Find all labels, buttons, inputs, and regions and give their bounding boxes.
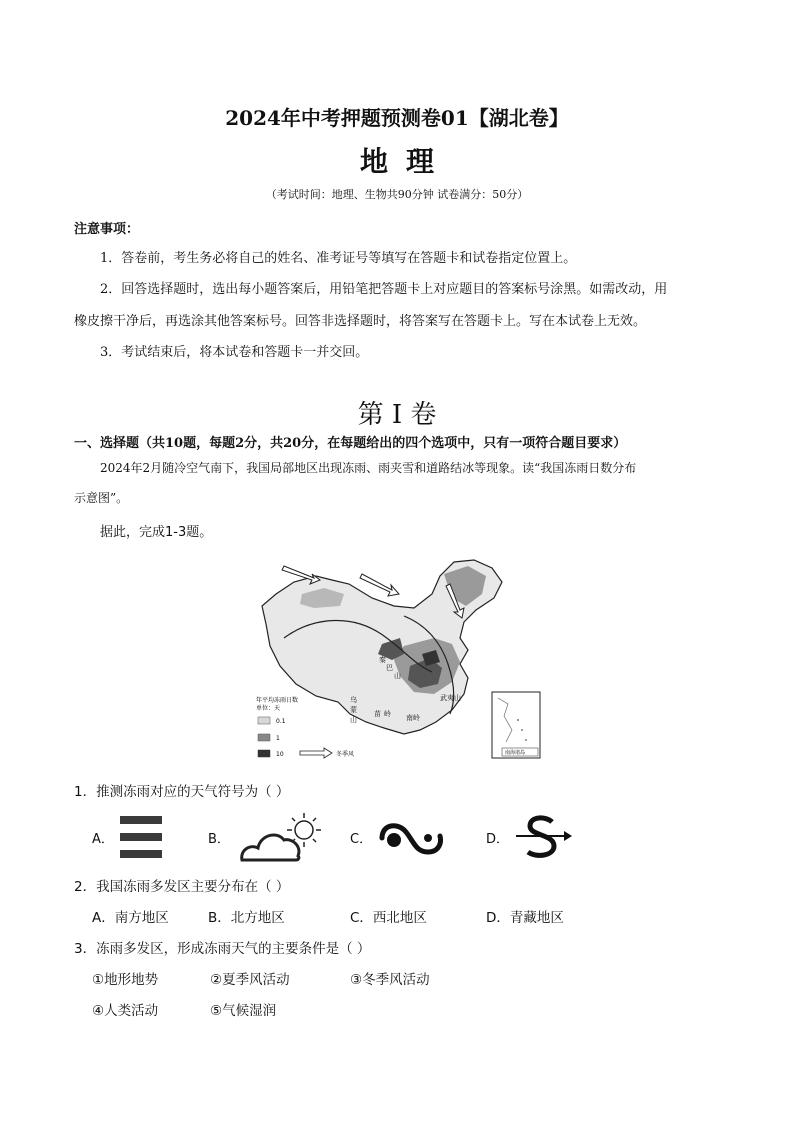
passage-line-1: 2024年2月随冷空气南下，我国局部地区出现冻雨、雨夹雪和道路结冰等现象。读“我国冻雨日数分布 (100, 461, 637, 475)
map-label: 秦 (379, 656, 386, 664)
q3-option-1[interactable]: ①地形地势 (92, 972, 159, 988)
section-heading: 一、选择题（共10题，每题2分，共20分，在每题给出的四个选项中，只有一项符合题目要求） (74, 436, 627, 451)
exam-title: 2024年中考押题预测卷01【湖北卷】 (225, 106, 569, 130)
legend-unit: 单位：天 (256, 705, 281, 712)
legend-wind-label: 冬季风 (336, 751, 355, 758)
q1-option-c-label[interactable]: C． (350, 832, 373, 847)
notice-item-3: 3．考试结束后，将本试卷和答题卡一并交回。 (100, 345, 369, 360)
notice-item-1: 1．答卷前，考生务必将自己的姓名、准考证号等填写在答题卡和试卷指定位置上。 (100, 251, 577, 266)
map-label: 南岭 (406, 714, 420, 722)
sleet-symbol-icon (376, 818, 446, 858)
question-3-stem: 3．冻雨多发区，形成冻雨天气的主要条件是（ ） (74, 941, 371, 957)
legend-label: 1 (276, 735, 280, 742)
china-freezing-rain-map (254, 554, 544, 764)
fog-symbol-icon (118, 814, 164, 860)
part-title: 第 I 卷 (357, 400, 437, 430)
map-label: 山 (394, 672, 401, 680)
map-label: 巴 (386, 664, 393, 672)
map-label: 岭 (384, 710, 391, 718)
question-1-stem: 1．推测冻雨对应的天气符号为（ ） (74, 784, 290, 800)
notice-item-2: 2．回答选择题时，选出每小题答案后，用铅笔把答题卡上对应题目的答案标号涂黑。如需改动，用 (100, 282, 668, 297)
passage-line-2: 示意图”。 (74, 491, 129, 505)
map-label: 乌 (350, 696, 357, 704)
map-legend (256, 696, 354, 758)
map-label: 苗 (374, 710, 381, 718)
q3-option-3[interactable]: ③冬季风活动 (350, 972, 430, 988)
q3-option-2[interactable]: ②夏季风活动 (210, 972, 290, 988)
sandstorm-symbol-icon (514, 812, 574, 862)
q1-option-d-label[interactable]: D． (486, 832, 510, 847)
q2-option-c[interactable]: C．西北地区 (350, 910, 427, 926)
partly-cloudy-icon (238, 810, 328, 864)
notice-heading: 注意事项： (74, 222, 140, 237)
south-sea-inset (492, 692, 540, 758)
q2-option-a[interactable]: A．南方地区 (92, 910, 169, 926)
subject-title: 地理 (359, 145, 452, 178)
inset-label: 南海诸岛 (505, 750, 526, 756)
exam-meta: （考试时间：地理、生物共90分钟 试卷满分：50分） (265, 188, 529, 201)
map-label: 山 (350, 716, 357, 724)
q1-option-b-label[interactable]: B． (208, 832, 230, 847)
question-2-stem: 2．我国冻雨多发区主要分布在（ ） (74, 879, 290, 895)
q2-option-d[interactable]: D．青藏地区 (486, 910, 564, 926)
map-label: 蒙 (350, 706, 357, 714)
map-label: 武夷山 (440, 694, 461, 702)
q1-option-a-label[interactable]: A． (92, 832, 114, 847)
legend-label: 0.1 (276, 718, 286, 725)
passage-instruction: 据此，完成1-3题。 (100, 525, 213, 540)
q3-option-5[interactable]: ⑤气候湿润 (210, 1003, 277, 1019)
notice-item-2-cont: 橡皮擦干净后，再选涂其他答案标号。回答非选择题时，将答案写在答题卡上。写在本试卷上无效。 (74, 314, 647, 329)
winter-monsoon-legend-arrow (300, 748, 332, 758)
q3-option-4[interactable]: ④人类活动 (92, 1003, 159, 1019)
q2-option-b[interactable]: B．北方地区 (208, 910, 285, 926)
legend-label: 10 (276, 751, 284, 758)
legend-title: 年平均冻雨日数 (256, 697, 299, 704)
